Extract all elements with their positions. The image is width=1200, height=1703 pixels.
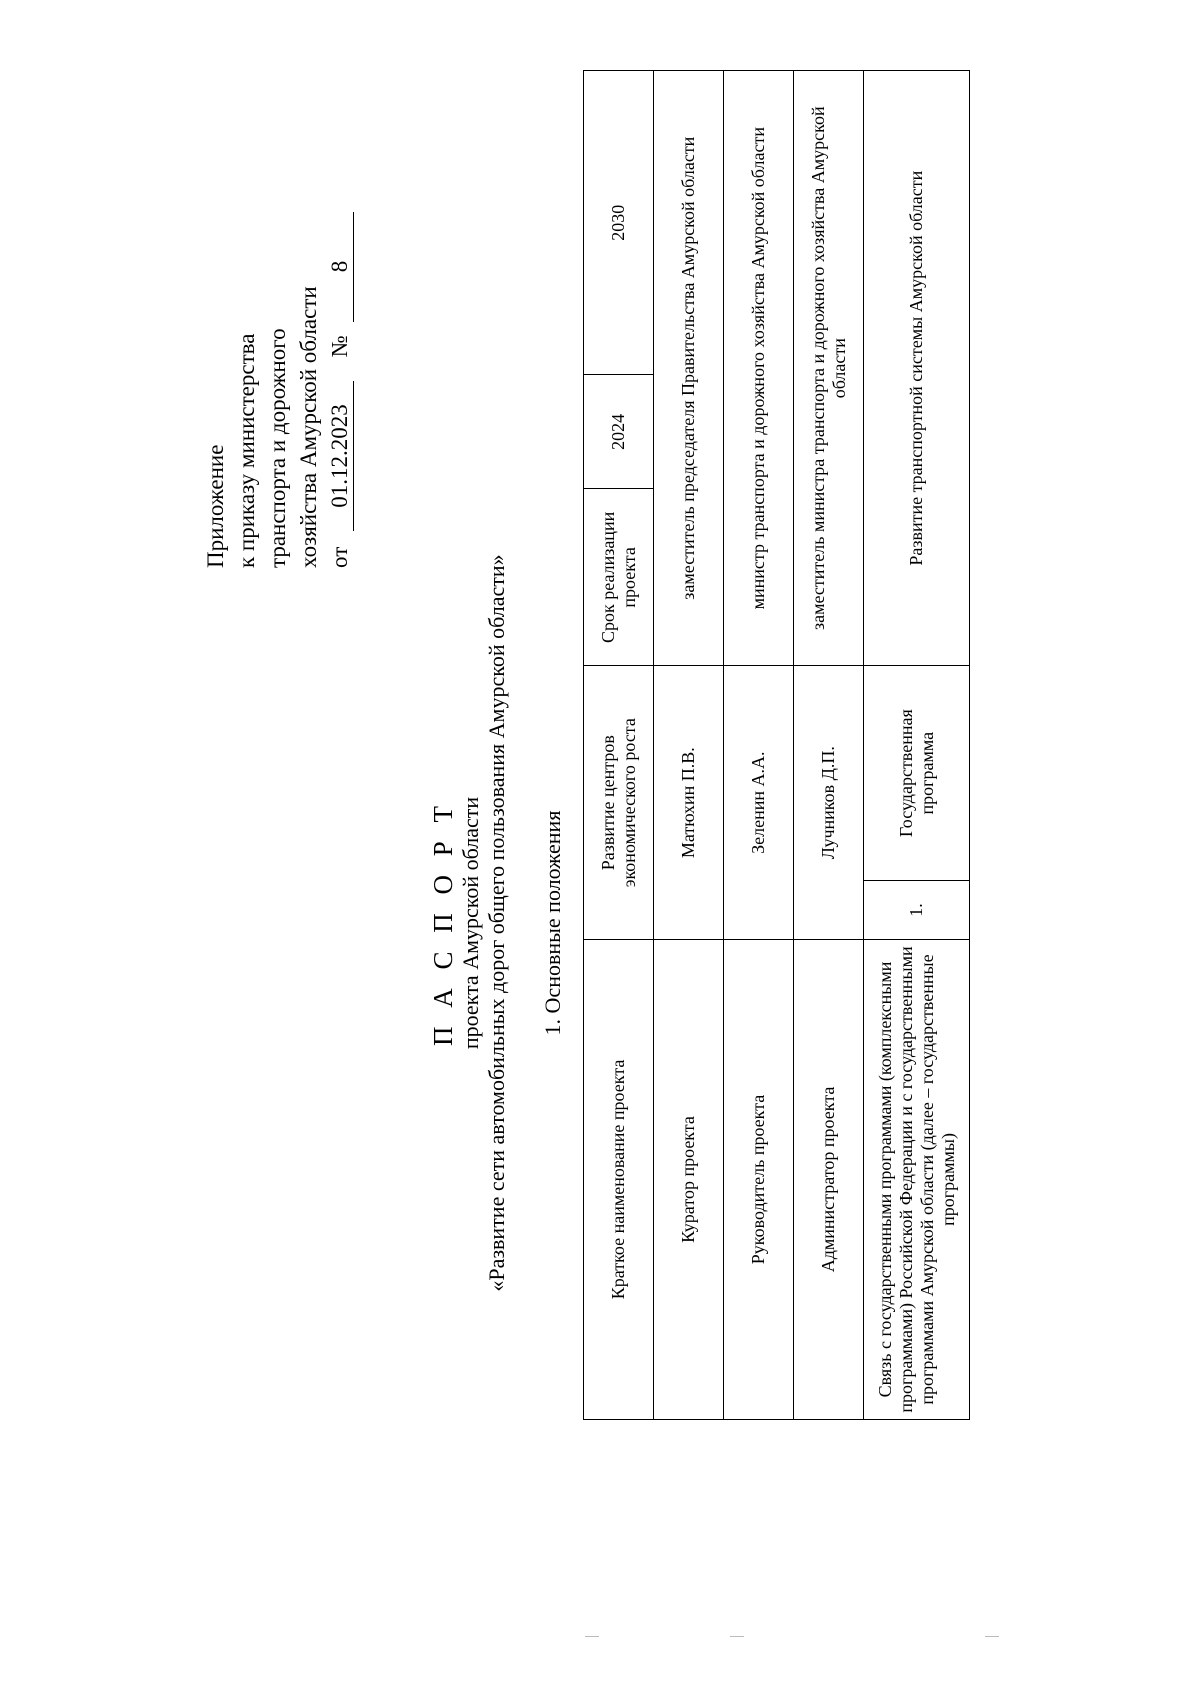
scan-mark xyxy=(985,1636,999,1637)
programs-label: Связь с государственными программами (комплексными программами) Российской Федерации и с государственными программами Амурской области (далее – государственные программы) xyxy=(864,939,970,1419)
short-name-label: Краткое наименование проекта xyxy=(584,939,654,1419)
table-row-curator xyxy=(654,71,724,1420)
scan-mark xyxy=(730,1636,744,1637)
head-label: Руководитель проекта xyxy=(724,939,794,1419)
period-start: 2024 xyxy=(584,375,654,489)
document-title xyxy=(428,443,510,1403)
head-name: Зеленин А.А. xyxy=(724,666,794,940)
section-heading: 1. Основные положения xyxy=(540,810,565,1036)
head-position: министр транспорта и дорожного хозяйства Амурской области xyxy=(724,71,794,666)
document-page xyxy=(0,106,1100,1703)
program-item-type: Государственная программа xyxy=(864,666,970,881)
order-number: 8 xyxy=(327,212,354,322)
admin-position: заместитель министра транспорта и дорожного хозяйства Амурской области xyxy=(794,71,864,666)
table-row-admin xyxy=(794,71,864,1420)
program-item-number: 1. xyxy=(864,880,970,939)
date-prefix: от xyxy=(327,546,352,568)
title-line-2: проекта Амурской области xyxy=(458,796,483,1050)
admin-name: Лучников Д.П. xyxy=(794,666,864,940)
number-label: № xyxy=(327,335,352,358)
scan-mark xyxy=(585,1636,599,1637)
appendix-block xyxy=(200,148,355,568)
passport-table xyxy=(583,70,970,1420)
appendix-line-2: к приказу министерства xyxy=(234,333,259,568)
appendix-date-row xyxy=(324,148,355,568)
appendix-line-1: Приложение xyxy=(203,444,228,568)
order-date: 01.12.2023 xyxy=(327,381,354,531)
title-main: П А С П О Р Т xyxy=(428,800,458,1047)
curator-name: Матюхин П.В. xyxy=(654,666,724,940)
table-row-short-name xyxy=(584,71,654,1420)
appendix-line-3: транспорта и дорожного xyxy=(265,328,290,568)
period-label: Срок реализации проекта xyxy=(584,489,654,666)
period-end: 2030 xyxy=(584,71,654,375)
curator-position: заместитель председателя Правительства Амурской области xyxy=(654,71,724,666)
admin-label: Администратор проекта xyxy=(794,939,864,1419)
appendix-line-4: хозяйства Амурской области xyxy=(296,286,321,568)
curator-label: Куратор проекта xyxy=(654,939,724,1419)
program-item-value: Развитие транспортной системы Амурской области xyxy=(864,71,970,666)
table-row-head xyxy=(724,71,794,1420)
table-row-programs xyxy=(864,71,970,1420)
short-name-value: Развитие центров экономического роста xyxy=(584,666,654,940)
title-line-3: «Развитие сети автомобильных дорог общего пользования Амурской области» xyxy=(484,554,509,1292)
